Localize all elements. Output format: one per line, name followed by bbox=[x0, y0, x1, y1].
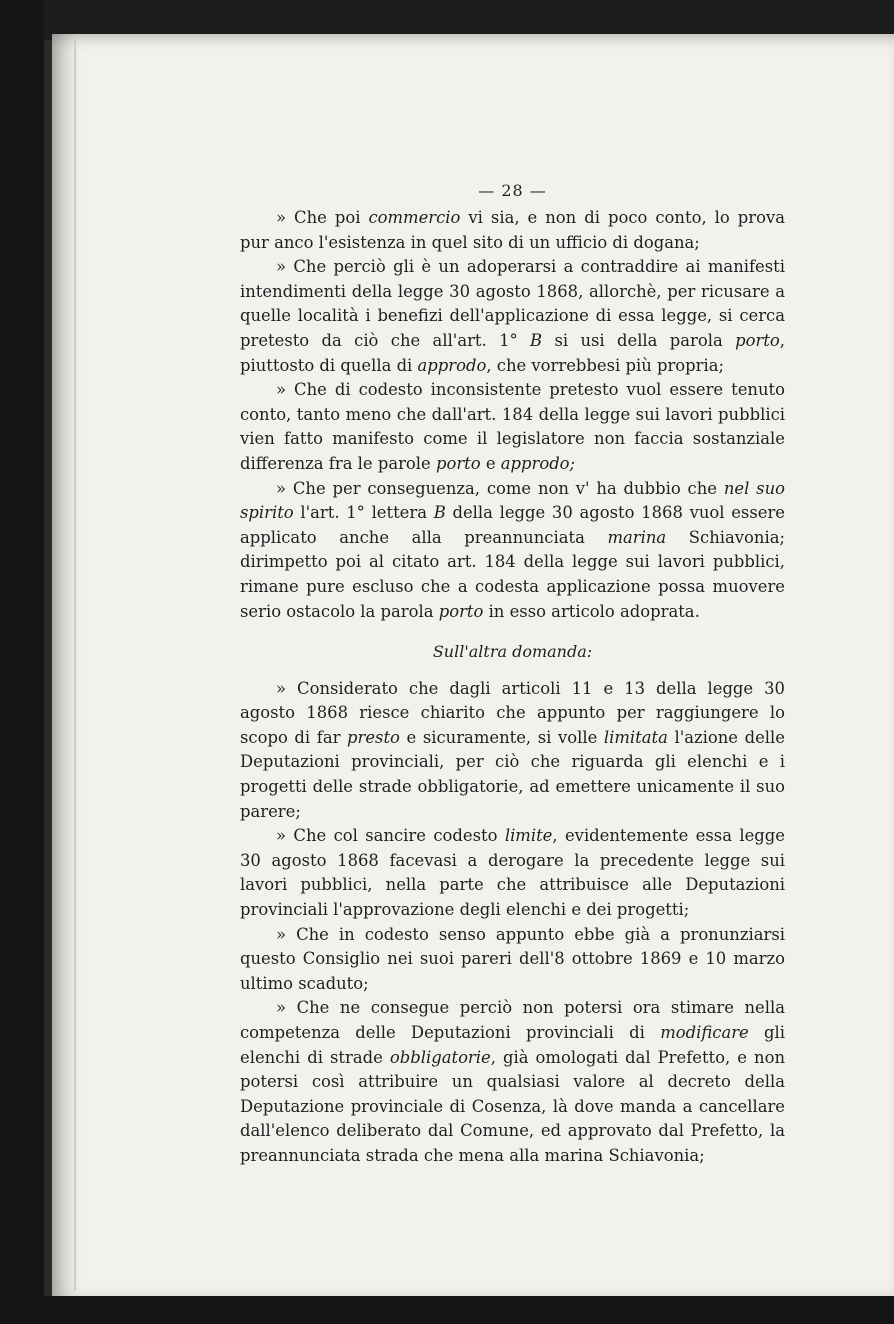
text-run: , già omologati dal Prefetto, e non potersi così attribuire un qualsiasi valore al decreto della Deputazione provinciale di Cosenza, là dove manda a cancellare dall'elenco deliberato dal Comune, ed approvato dal Prefetto, la preannunciata strada che mena alla marina Schiavonia; bbox=[240, 1047, 785, 1165]
paragraph bbox=[240, 996, 785, 1168]
text-run: vi sia, e non di poco conto, lo prova pur anco l'esistenza in quel sito di un ufficio di dogana; bbox=[240, 208, 785, 252]
text-run: si usi della parola bbox=[542, 330, 736, 350]
page-text-block bbox=[240, 180, 785, 1169]
text-run: » Che col sancire codesto bbox=[276, 826, 505, 846]
text-run: » Che per conseguenza, come non v' ha dubbio che bbox=[276, 478, 724, 498]
page-fold-edge bbox=[74, 40, 76, 1290]
italic-text: B bbox=[433, 503, 446, 523]
paragraph bbox=[240, 206, 785, 255]
paragraph bbox=[240, 477, 785, 625]
text-run: , che vorrebbesi più propria; bbox=[486, 355, 725, 375]
text-run: , evidentemente essa legge 30 agosto 1868 facevasi a derogare la precedente legge sui lavori pubblici, nella parte che attribuisce alle Deputazioni provinciali l'approvazione degli elenchi e dei progetti; bbox=[240, 826, 785, 920]
italic-text: presto bbox=[347, 727, 400, 747]
text-run: della legge 30 agosto 1868 vuol essere applicato anche alla preannunciata bbox=[240, 503, 785, 547]
text-run: » Che di codesto inconsistente pretesto vuol essere tenuto conto, tanto meno che dall'art. 184 della legge sui lavori pubblici vien fatto manifesto come il legislatore non faccia sostanziale differenza fra le parole bbox=[240, 380, 785, 473]
text-run: » Che poi bbox=[276, 208, 369, 227]
text-run: » Che ne consegue perciò non potersi ora stimare nella competenza delle Deputazioni provinciali di bbox=[240, 998, 785, 1042]
italic-text: porto bbox=[438, 601, 484, 621]
italic-text: modificare bbox=[660, 1023, 749, 1042]
italic-text: limitata bbox=[603, 727, 668, 747]
text-run: in esso articolo adoprata. bbox=[483, 601, 700, 621]
text-run: Schiavonia; dirimpetto poi al citato art. 184 della legge sui lavori pubblici, rimane pure escluso che a codesta applicazione possa muovere serio ostacolo la parola bbox=[240, 527, 785, 621]
text-run: e bbox=[480, 453, 501, 473]
section-heading: Sull'altra domanda: bbox=[432, 642, 593, 662]
text-run: » Che in codesto senso appunto ebbe già a pronunziarsi questo Consiglio nei suoi pareri dell'8 ottobre 1869 e 10 marzo ultimo scaduto; bbox=[240, 924, 785, 993]
italic-text: marina bbox=[607, 527, 667, 547]
page-number: — 28 — bbox=[478, 181, 547, 200]
scan-border-left bbox=[0, 0, 44, 1324]
italic-text: commercio bbox=[368, 208, 461, 227]
text-run: » Considerato che dagli articoli 11 e 13 della legge 30 agosto 1868 riesce chiarito che appunto per raggiungere lo scopo di far bbox=[240, 678, 785, 747]
italic-text: porto bbox=[435, 453, 481, 473]
paragraph-group-2 bbox=[240, 677, 785, 1169]
italic-text: porto bbox=[735, 330, 780, 350]
text-run: gli elenchi di strade bbox=[240, 1023, 786, 1067]
italic-text: obbligatorie bbox=[389, 1047, 491, 1067]
paragraph bbox=[240, 923, 785, 997]
text-run: » Che perciò gli è un adoperarsi a contraddire ai manifesti intendimenti della legge 30 agosto 1868, allorchè, per ricusare a quelle località i benefizi dell'applicazione di essa legge, si cerca pretesto da ciò che all'art. 1° bbox=[240, 257, 785, 350]
italic-text: limite bbox=[504, 826, 553, 846]
italic-text: approdo; bbox=[500, 453, 576, 473]
paragraph bbox=[240, 824, 785, 922]
text-run: e sicuramente, si volle bbox=[399, 727, 604, 747]
italic-text: approdo bbox=[417, 355, 487, 375]
paragraph bbox=[240, 677, 785, 825]
text-run: l'azione delle Deputazioni provinciali, per ciò che riguarda gli elenchi e i progetti delle strade obbligatorie, ad emettere unicamente il suo parere; bbox=[240, 727, 785, 821]
text-run: l'art. 1° lettera bbox=[293, 503, 434, 523]
text-run: , piuttosto di quella di bbox=[240, 330, 785, 375]
scan-border-bottom bbox=[0, 1296, 894, 1324]
paragraph bbox=[240, 255, 785, 378]
italic-text: B bbox=[530, 330, 543, 350]
paragraph bbox=[240, 378, 785, 476]
paragraph-group-1 bbox=[240, 206, 785, 624]
italic-text: nel suo spirito bbox=[240, 478, 786, 523]
